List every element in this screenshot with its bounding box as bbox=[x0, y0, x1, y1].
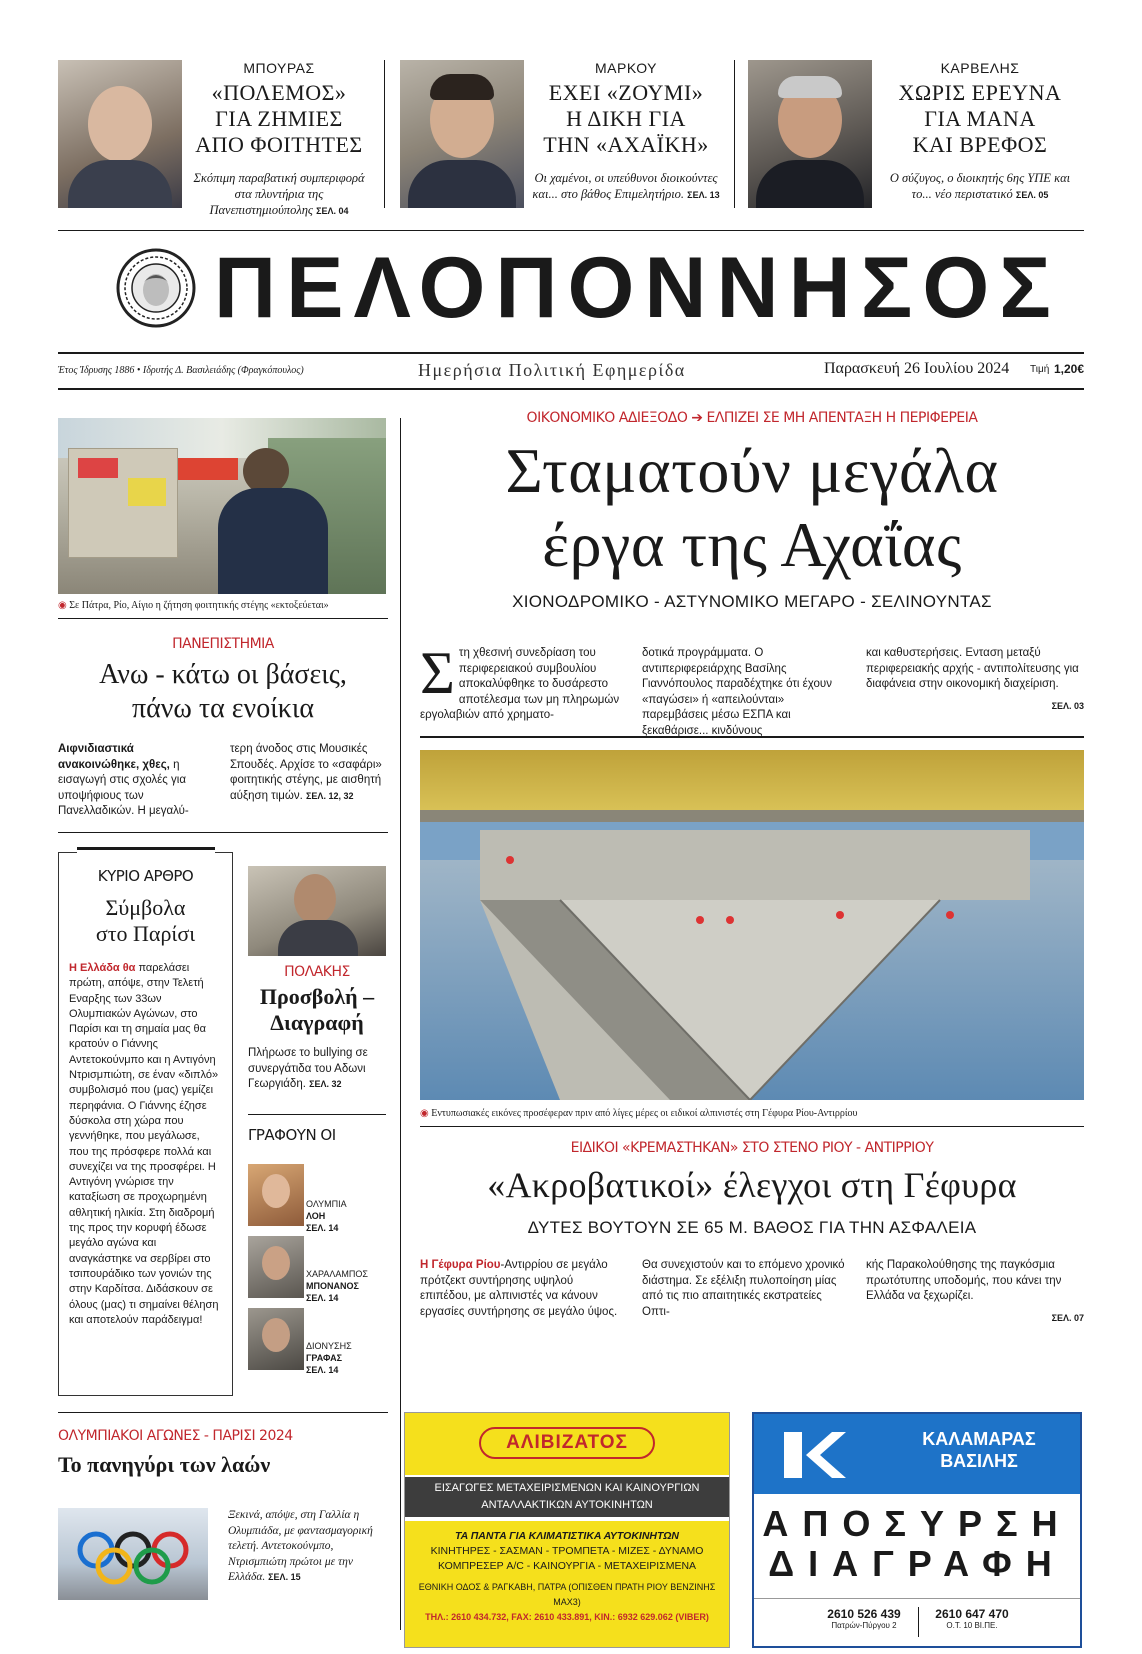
ad-alivizatos-banner: ΕΙΣΑΓΩΓΕΣ ΜΕΤΑΧΕΙΡΙΣΜΕΝΩΝ ΚΑΙ ΚΑΙΝΟΥΡΓΙΩΝ ΑΝΤΑΛΛΑΚΤΙΚΩΝ ΑΥΤΟΚΙΝΗΤΩΝ bbox=[405, 1477, 729, 1517]
teaser-karvelis[interactable] bbox=[880, 60, 1080, 203]
bridge-caption: ◉ Εντυπωσιακές εικόνες προσέφεραν πριν από λίγες μέρες οι ειδικοί αλπινιστές στη Γέφυρα Ρίου-Αντιρρίου bbox=[420, 1108, 858, 1119]
teaser-photo-karvelis[interactable] bbox=[748, 60, 872, 208]
bridge-col2: Θα συνεχιστούν και το επόμενο χρονικό διάστημα. Σε εξέλιξη πυλοποίηση μίας από τις πιο απαιτητικές εκστρατείες Οπτι- bbox=[642, 1259, 845, 1318]
universities-col1: Αιφνιδιαστικά ανακοινώθηκε, χθες, η εισαγωγή στις σχολές για υποψήφιους των Πανελλαδικών. Η μεγαλύ- bbox=[58, 743, 189, 817]
editorial-kicker: ΚΥΡΙΟ ΑΡΘΡΟ bbox=[97, 867, 194, 885]
teaser-markou[interactable] bbox=[532, 60, 720, 203]
main-story[interactable] bbox=[420, 410, 1084, 737]
bridge-photo[interactable] bbox=[420, 750, 1084, 1100]
ad-kalamaras-contacts: 2610 526 439 Πατρών-Πύργου 2 2610 647 470 Ο.Τ. 10 ΒΙ.ΠΕ. bbox=[754, 1598, 1080, 1646]
student-housing-photo[interactable] bbox=[58, 418, 386, 594]
olympics-kicker: ΟΛΥΜΠΙΑΚΟΙ ΑΓΩΝΕΣ - ΠΑΡΙΣΙ 2024 bbox=[58, 1428, 293, 1444]
bridge-story[interactable] bbox=[420, 1140, 1084, 1390]
writer-photo bbox=[248, 1308, 304, 1370]
teaser-headline: ΕΧΕΙ «ΖΟΥΜΙ» Η ΔΙΚΗ ΓΙΑ ΤΗΝ «ΑΧΑΪΚΗ» bbox=[543, 80, 709, 157]
ad-kalamaras[interactable] bbox=[752, 1412, 1082, 1648]
bridge-kicker: ΕΙΔΙΚΟΙ «ΚΡΕΜΑΣΤΗΚΑΝ» ΣΤΟ ΣΤΕΝΟ ΡΙΟΥ - ΑΝΤΙΡΡΙΟΥ bbox=[570, 1140, 934, 1156]
polakis-text: Πλήρωσε το bullying σε συνεργάτιδα του Αδωνι Γεωργιάδη. ΣΕΛ. 32 bbox=[248, 1047, 368, 1090]
ad-alivizatos-logo: ΑΛΙΒΙΖΑΤΟΣ bbox=[479, 1427, 655, 1459]
issue-date: Παρασκευή 26 Ιουλίου 2024 bbox=[824, 360, 1010, 377]
main-headline: Σταματούν μεγάλα έργα της Αχαΐας bbox=[505, 435, 999, 580]
main-col1: Σ τη χθεσινή συνεδρίαση του περιφερειακού συμβουλίου αποκαλύφθηκε το δυσάρεστο αποτέλεσμα των μη πληρωμών εργολαβιών από χρηματο- bbox=[420, 640, 620, 721]
teaser-sub: Οι χαμένοι, οι υπεύθυνοι διοικούντες και... στο βάθος Επιμελητήριο. ΣΕΛ. 13 bbox=[532, 171, 720, 201]
student-housing-caption: ◉ Σε Πάτρα, Ρίο, Αίγιο η ζήτηση φοιτητικής στέγης «εκτοξεύεται» bbox=[58, 600, 329, 611]
teaser-sub: Ο σύζυγος, ο διοικητής 6ης ΥΠΕ και το... νέο περιστατικό ΣΕΛ. 05 bbox=[889, 171, 1071, 201]
universities-story[interactable] bbox=[58, 636, 388, 817]
ad-alivizatos-details: ΤΑ ΠΑΝΤΑ ΓΙΑ ΚΛΙΜΑΤΙΣΤΙΚΑ ΑΥΤΟΚΙΝΗΤΩΝ ΚΙΝΗΤΗΡΕΣ - ΣΑΣΜΑΝ - ΤΡΟΜΠΕΤΑ - ΜΙΖΕΣ - ΔΥΝΑΜΟ ΚΟΜΠΡΕΣΕΡ A/C - ΚΑΙΝΟΥΡΓΙΑ - ΜΕΤΑΧΕΙΡΙΣΜΕΝΑ ΕΘΝΙΚΗ ΟΔΟΣ & ΡΑΓΚΑΒΗ, ΠΑΤΡΑ (ΟΠΙΣΘΕΝ ΠΡΑΤΗ ΡΙΟΥ ΒΕΝΖΙΝΗΣ ΜΑΧ3) ΤΗΛ.: 2610 434.732, FAX: 2610 433.891, ΚΙΝ.: 6932 629.062 (VIBER) bbox=[405, 1521, 729, 1647]
teaser-headline: «ΠΟΛΕΜΟΣ» ΓΙΑ ΖΗΜΙΕΣ ΑΠΟ ΦΟΙΤΗΤΕΣ bbox=[195, 80, 363, 157]
teaser-sub: Σκόπιμη παραβατική συμπεριφορά στα πλυντήρια της Πανεπιστημιούπολης ΣΕΛ. 04 bbox=[193, 171, 365, 217]
writer-item: ΔΙΟΝΥΣΗΣ ΓΡΑΦΑΣ ΣΕΛ. 14 bbox=[306, 1341, 352, 1375]
universities-col2: τερη άνοδος στις Μουσικές Σπουδές. Αρχίσε το «σαφάρι» φοιτητικής στέγης, με αισθητή αύξηση τιμών. ΣΕΛ. 12, 32 bbox=[230, 743, 382, 802]
editorial-text: Η Ελλάδα θα παρελάσει πρώτη, απόψε, στην Τελετή Εναρξης των 33ων Ολυμπιακών Αγώνων, στο Παρίσι και τη σημαία μας θα κρατούν ο Γιάννης Αντετοκούνμπο και η Αντιγόνη Ντρισμπιώτη, σε έναν «διπλό» συμβολισμό που (μας) γεμίζει περηφάνια. Ο Γιάννης έζησε δύσκολα στη χώρα που γεννήθηκε, που μεγάλωσε, που της πρόσφερε πολλά και συνεχίζει να της προσφέρει. Η Αντιγόνη γνώρισε την καταξίωση σε προχωρημένη αθλητική ηλικία. Στη διαδρομή της προς την κορυφή έδωσε μεγάλο αγώνα και αναγκάστηκε να σερβίρει στο τσιπουράδικο των γονιών της στην Καρδίτσα. Διδάσκουν σε όλους (μας) τι σημαίνει θέληση και αποτελούν παράδειγμα! bbox=[69, 962, 219, 1326]
main-col3: και καθυστερήσεις. Ενταση μεταξύ περιφερειακής αρχής - αντιπολίτευσης για διαφάνεια στην οικονομική διαχείριση. ΣΕΛ. 03 bbox=[866, 647, 1084, 711]
teaser-name: ΜΠΟΥΡΑΣ bbox=[243, 60, 315, 76]
top-teasers bbox=[58, 60, 1084, 220]
caption-bullet-icon: ◉ bbox=[420, 1108, 429, 1119]
dropcap: Σ bbox=[420, 640, 455, 706]
polakis-headline: Προσβολή – Διαγραφή bbox=[259, 984, 375, 1035]
teaser-name: ΜΑΡΚΟΥ bbox=[594, 60, 658, 76]
olympics-headline: Το πανηγύρι των λαών bbox=[58, 1452, 271, 1477]
writer-item: ΟΛΥΜΠΙΑ ΛΟΗ ΣΕΛ. 14 bbox=[306, 1199, 347, 1233]
main-kicker: ΟΙΚΟΝΟΜΙΚΟ ΑΔΙΕΞΟΔΟ ➔ ΕΛΠΙΖΕΙ ΣΕ ΜΗ ΑΠΕΝΤΑΞΗ Η ΠΕΡΙΦΕΡΕΙΑ bbox=[526, 410, 978, 426]
kalamaras-logo-icon bbox=[774, 1426, 854, 1484]
polakis-kicker: ΠΟΛΑΚΗΣ bbox=[284, 964, 350, 980]
teaser-bouras[interactable] bbox=[190, 60, 368, 219]
masthead-logo-emblem bbox=[116, 248, 196, 328]
writers-kicker: ΓΡΑΦΟΥΝ ΟΙ bbox=[248, 1126, 336, 1144]
main-subhead: ΧΙΟΝΟΔΡΟΜΙΚΟ - ΑΣΤΥΝΟΜΙΚΟ ΜΕΓΑΡΟ - ΣΕΛΙΝΟΥΝΤΑΣ bbox=[512, 592, 992, 611]
teaser-headline: ΧΩΡΙΣ ΕΡΕΥΝΑ ΓΙΑ ΜΑΝΑ ΚΑΙ ΒΡΕΦΟΣ bbox=[898, 80, 1062, 157]
writer-photo bbox=[248, 1164, 304, 1226]
caption-bullet-icon: ◉ bbox=[58, 600, 67, 611]
price-label: Τιμή bbox=[1030, 364, 1050, 375]
polakis-story[interactable] bbox=[248, 964, 386, 1093]
bridge-subhead: ΔΥΤΕΣ ΒΟΥΤΟΥΝ ΣΕ 65 Μ. ΒΑΘΟΣ ΓΙΑ ΤΗΝ ΑΣΦΑΛΕΙΑ bbox=[527, 1218, 977, 1237]
masthead-info-bar bbox=[58, 360, 1084, 384]
teaser-photo-markou[interactable] bbox=[400, 60, 524, 208]
main-col2: δοτικά προγράμματα. Ο αντιπεριφερειάρχης Βασίλης Γιαννόπουλος παραδέχτηκε ότι έχουν «παγώσει» ή «απειλούνται» παρεμβάσεις μέσω ΕΣΠΑ και ξεκαθάρισε... κινδύνους bbox=[642, 647, 832, 737]
teaser-photo-bouras[interactable] bbox=[58, 60, 182, 208]
arrow-right-icon: ➔ bbox=[691, 410, 703, 426]
polakis-photo[interactable] bbox=[248, 866, 386, 956]
bridge-col3: κής Παρακολούθησης της παγκόσμια πρωτότυπης υποδομής, που κάνει την Ελλάδα να ξεχωρίζει. ΣΕΛ. 07 bbox=[866, 1259, 1084, 1323]
writer-item: ΧΑΡΑΛΑΜΠΟΣ ΜΠΟΝΑΝΟΣ ΣΕΛ. 14 bbox=[306, 1269, 368, 1303]
ad-kalamaras-name: ΚΑΛΑΜΑΡΑΣ ΒΑΣΙΛΗΣ bbox=[922, 1429, 1036, 1471]
ad-kalamaras-services: ΑΠΟΣΥΡΣΗ ΔΙΑΓΡΑΦΗ bbox=[762, 1503, 1072, 1584]
editorial-box[interactable] bbox=[58, 852, 233, 1396]
olympic-rings-photo bbox=[58, 1508, 208, 1600]
founded-note: Έτος Ίδρυσης 1886 • Ιδρυτής Δ. Βασιλειάδης (Φραγκόπουλος) bbox=[58, 365, 304, 376]
universities-kicker: ΠΑΝΕΠΙΣΤΗΜΙΑ bbox=[172, 636, 274, 652]
olympics-text: Ξεκινά, απόψε, στη Γαλλία η Ολυμπιάδα, με φαντασμαγορική τελετή. Αντετοκούνμπο, Ντρισμπιώτη πρώτοι με την Ελλάδα. ΣΕΛ. 15 bbox=[228, 1509, 373, 1583]
universities-headline: Ανω - κάτω οι βάσεις, πάνω τα ενοίκια bbox=[99, 659, 347, 724]
writer-photo bbox=[248, 1236, 304, 1298]
bridge-col1: Η Γέφυρα Ρίου-Αντιρρίου σε μεγάλο πρότζεκτ συντήρησης υψηλού επιπέδου, με αλπινιστές να κάνουν εργασίες συντήρησης σε μεγάλο ύψος. bbox=[420, 1259, 618, 1318]
olympics-story[interactable] bbox=[58, 1428, 388, 1583]
editorial-headline: Σύμβολα στο Παρίσι bbox=[95, 895, 196, 946]
tagline: Ημερήσια Πολιτική Εφημερίδα bbox=[418, 360, 686, 380]
teaser-name: ΚΑΡΒΕΛΗΣ bbox=[940, 60, 1020, 76]
masthead-title[interactable]: ΠΕΛΟΠΟΝΝΗΣΟΣ bbox=[214, 240, 1061, 336]
ad-alivizatos[interactable] bbox=[404, 1412, 730, 1648]
price: 1,20€ bbox=[1054, 362, 1085, 376]
bridge-headline: «Ακροβατικοί» έλεγχοι στη Γέφυρα bbox=[487, 1165, 1017, 1205]
